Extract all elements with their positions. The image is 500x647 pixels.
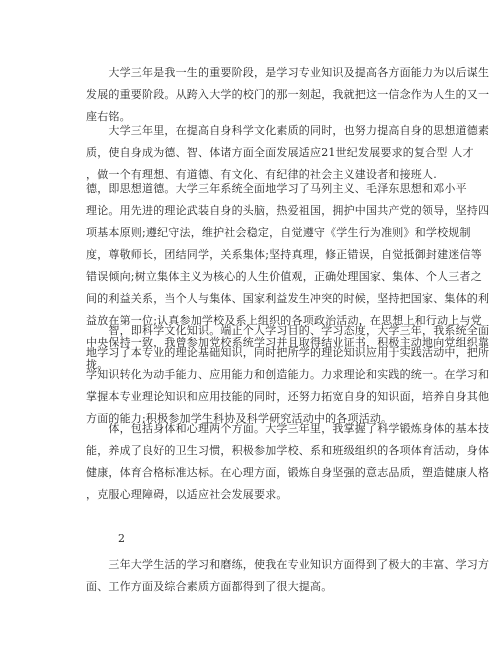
- text-line: 学知识转化为动手能力、应用能力和创造能力。力求理论和实践的统一。在学习和: [86, 368, 490, 381]
- text-line: 项基本原则;遵纪守法，维护社会稳定，自觉遵守《学生行为准则》和学校规制: [86, 226, 471, 239]
- paragraph-summary: [86, 554, 490, 598]
- text-line: 方面的能力;积极参加学生科协及科学研究活动中的各项活动。: [86, 412, 393, 425]
- text-line: 质，使自身成为德、智、体诸方面全面发展适应21世纪发展要求的复合型 人才: [86, 146, 474, 159]
- text-line: 智，即科学文化知识。端正个人学习目的、学习态度，大学三年，我系统全面: [86, 324, 490, 337]
- text-line: 德，即思想道德。大学三年系统全面地学习了马列主义、毛泽东思想和邓小平: [86, 182, 467, 195]
- text-line: ，做一个有理想、有道德、有文化、有纪律的社会主义建设者和接班人.: [86, 168, 437, 181]
- text-line: 三年大学生活的学习和磨练，使我在专业知识方面得到了极大的丰富、学习方: [86, 558, 490, 571]
- text-line: 面、工作方面及综合素质方面都得到了很大提高。: [86, 580, 333, 593]
- text-line: 间的利益关系，当个人与集体、国家利益发生冲突的时候，坚持把国家、集体的利: [86, 292, 490, 305]
- paragraph-intro: [86, 62, 490, 128]
- text-line: 度，尊敬师长，团结同学，关系集体;坚持真理，修正错误，自觉抵御封建迷信等: [86, 248, 482, 261]
- paragraph-physical: [86, 418, 490, 506]
- text-line: 座右铭。: [86, 110, 131, 123]
- text-line: 掌握本专业理论知识和应用技能的同时，还努力拓宽自身的知识面，培养自身其他: [86, 390, 490, 403]
- text-line: 发展的重要阶段。从跨入大学的校门的那一刻起，我就把这一信念作为人生的又一: [86, 88, 490, 101]
- text-line: 体，包括身体和心理两个方面。大学三年里，我掌握了科学锻炼身体的基本技: [86, 422, 490, 435]
- text-line: 能，养成了良好的卫生习惯，积极参加学校、系和班级组织的各项体育活动，身体: [86, 444, 490, 457]
- page-number: 2: [118, 532, 125, 545]
- text-line: 错误倾向;树立集体主义为核心的人生价值观，正确处理国家、集体、个人三者之: [86, 270, 482, 283]
- text-line: 中央保持一致，我曾参加党校系统学习并且取得结业证书，积极主动地向党组织靠: [86, 336, 490, 349]
- text-line: 理论。用先进的理论武装自身的头脑，热爱祖国，拥护中国共产党的领导，坚持四: [86, 204, 490, 217]
- text-line: 健康，体育合格标准达标。在心理方面，锻炼自身坚强的意志品质，塑造健康人格: [86, 466, 490, 479]
- paragraph-quality: [86, 120, 490, 186]
- text-line: 大学三年是我一生的重要阶段，是学习专业知识及提高各方面能力为以后谋生: [86, 66, 490, 79]
- text-line: 拢。: [86, 358, 109, 371]
- text-line: ，克服心理障碍，以适应社会发展要求。: [86, 488, 288, 501]
- text-line: 大学三年里，在提高自身科学文化素质的同时，也努力提高自身的思想道德素: [86, 124, 490, 137]
- text-line: 地学习了本专业的理论基础知识，同时把所学的理论知识应用于实践活动中，把所: [86, 346, 490, 359]
- text-line: 益放在第一位;认真参加学校及系上组织的各项政治活动，在思想上和行动上与党: [86, 314, 482, 327]
